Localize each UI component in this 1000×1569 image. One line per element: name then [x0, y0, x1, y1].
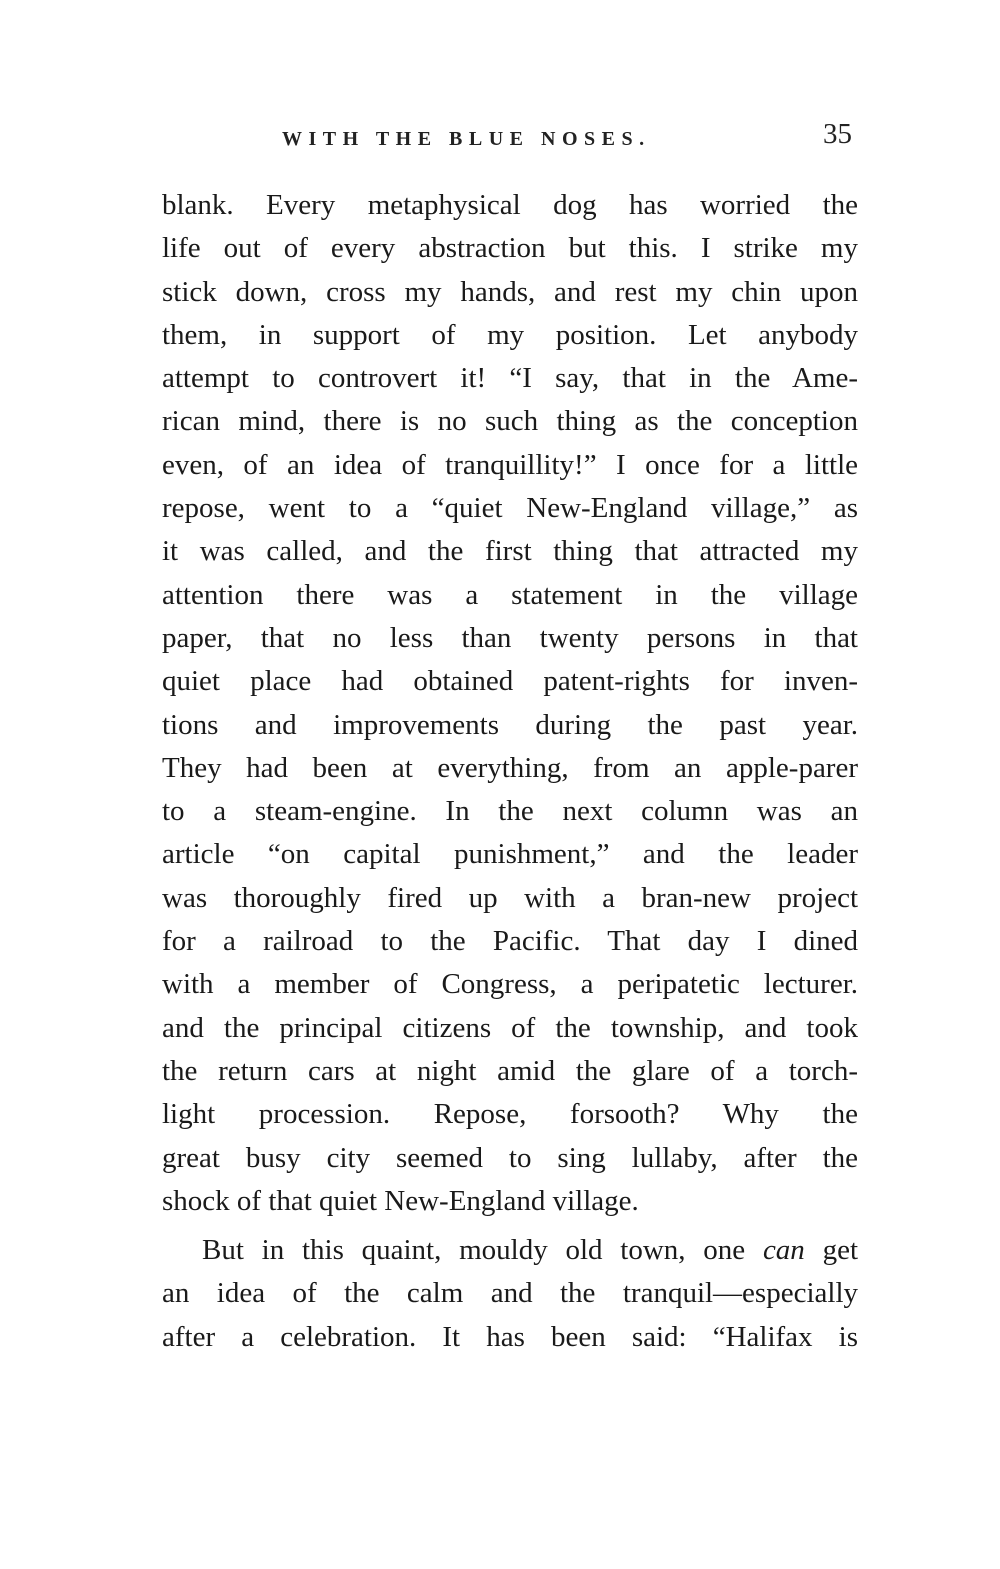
text-line: with a member of Congress, a peripatetic lecturer. [162, 968, 858, 1001]
text-line: attempt to controvert it! “I say, that in the Ame- [162, 362, 858, 395]
text-run: But in this quaint, mouldy old town, one [202, 1234, 763, 1267]
text-line: even, of an idea of tranquillity!” I once for a little [162, 448, 858, 481]
paragraph-2 [162, 1229, 858, 1359]
text-line: it was called, and the first thing that attracted my [162, 535, 858, 568]
paragraph-1 [162, 184, 858, 1223]
running-header [162, 118, 858, 158]
text-line: repose, went to a “quiet New-England village,” as [162, 492, 858, 525]
text-line: article “on capital punishment,” and the leader [162, 838, 858, 871]
text-line: paper, that no less than twenty persons in that [162, 621, 858, 654]
text-line: stick down, cross my hands, and rest my chin upon [162, 275, 858, 308]
text-line: an idea of the calm and the tranquil—especially [162, 1277, 858, 1310]
text-line: They had been at everything, from an apple-parer [162, 751, 858, 784]
text-line: rican mind, there is no such thing as the conception [162, 405, 858, 438]
text-line: shock of that quiet New-England village. [162, 1184, 639, 1217]
text-line: life out of every abstraction but this. I strike my [162, 232, 858, 265]
text-line: the return cars at night amid the glare of a torch- [162, 1054, 858, 1087]
text-line: light procession. Repose, forsooth? Why the [162, 1098, 858, 1131]
text-line: attention there was a statement in the village [162, 578, 858, 611]
text-line: was thoroughly fired up with a bran-new project [162, 881, 858, 914]
text-line: after a celebration. It has been said: “Halifax is [162, 1320, 858, 1353]
text-line: blank. Every metaphysical dog has worried the [162, 189, 858, 221]
page-number: 35 [823, 118, 852, 150]
text-line: great busy city seemed to sing lullaby, after the [162, 1141, 858, 1174]
text-line: them, in support of my position. Let anybody [162, 318, 858, 351]
running-title: WITH THE BLUE NOSES. [282, 128, 651, 150]
text-line [162, 1229, 858, 1272]
text-line: to a steam-engine. In the next column was an [162, 795, 858, 828]
text-line: quiet place had obtained patent-rights for inven- [162, 665, 858, 698]
italic-text: can [762, 1234, 805, 1267]
text-line: and the principal citizens of the township, and took [162, 1011, 858, 1044]
text-line: tions and improvements during the past year. [162, 708, 858, 741]
body-text [162, 184, 858, 1359]
text-line: for a railroad to the Pacific. That day I dined [162, 925, 858, 958]
text-run: get [804, 1234, 858, 1267]
